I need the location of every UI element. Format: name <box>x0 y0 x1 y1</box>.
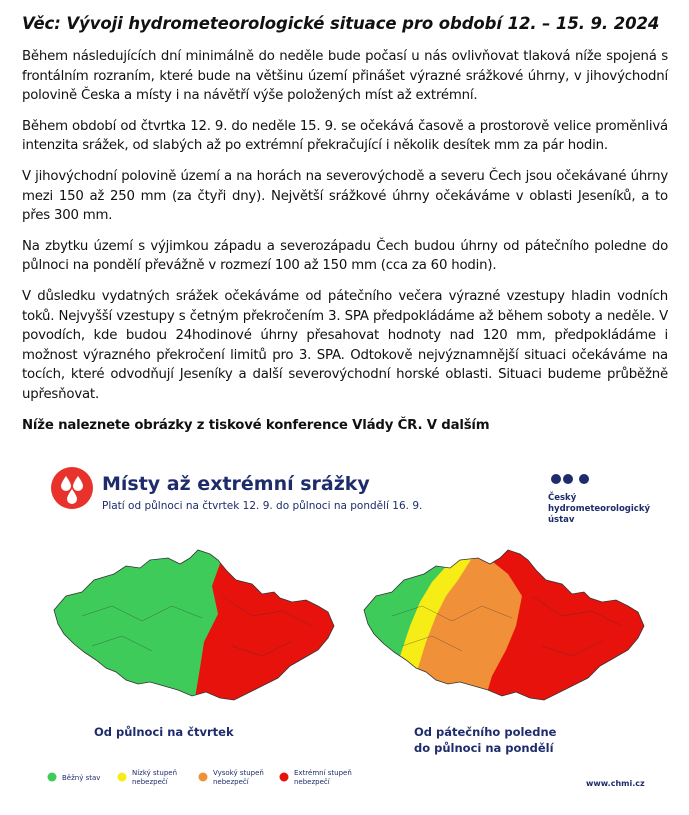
paragraph-4: Na zbytku území s výjimkou západu a severozápadu Čech budou úhrny od pátečního poledne do půlnoci na pondělí převážně v rozmezí 100 až 150 mm (cca za 60 hodin). <box>22 238 668 274</box>
legend-extreme-line-1: Extrémní stupeň <box>294 769 352 777</box>
brand-line-1: Český <box>548 493 577 503</box>
chmi-logo <box>551 474 589 484</box>
legend-dot-normal <box>48 773 57 782</box>
paragraph-1: Během následujících dní minimálně do neděle bude počasí u nás ovlivňovat tlaková níže spojená s frontálním rozraním, které bude na většinu území přinášet výrazné srážkové úhrny, v jihovýchodní polovině Česka a místy i na návětří výše položených míst až extrémní. <box>22 49 668 104</box>
legend-high-line-1: Vysoký stupeň <box>213 769 264 777</box>
legend-low-line-2: nebezpečí <box>132 778 168 786</box>
map-friday-label-line-1: Od pátečního poledne <box>414 725 557 739</box>
legend-dot-low <box>118 773 127 782</box>
paragraph-3: V jihovýchodní polovině území a na horách na severovýchodě a severu Čech jsou očekávané úhrny mezi 150 až 250 mm (za čtyři dny). Největší srážkové úhrny očekáváme v oblasti Jeseníků, a to přes 300 mm. <box>22 168 668 224</box>
rain-drops-icon <box>51 467 93 509</box>
infographic-subtitle: Platí od půlnoci na čtvrtek 12. 9. do půlnoci na pondělí 16. 9. <box>102 500 423 512</box>
legend <box>48 769 352 786</box>
legend-extreme-line-2: nebezpečí <box>294 778 330 786</box>
paragraph-2: Během období od čtvrtka 12. 9. do neděle 15. 9. se očekává časově a prostorově velice proměnlivá intenzita srážek, od slabých až po extrémní překračující i několik desítek mm za pár hodin. <box>22 118 668 154</box>
infographic <box>22 446 670 806</box>
legend-dot-high <box>199 773 208 782</box>
legend-low-line-1: Nízký stupeň <box>132 769 178 777</box>
legend-normal-line-1: Běžný stav <box>62 774 101 782</box>
brand-line-3: ústav <box>548 515 575 525</box>
document <box>22 14 668 446</box>
brand-line-2: hydrometeorologický <box>548 504 651 514</box>
chmi-url[interactable]: www.chmi.cz <box>586 779 645 788</box>
infographic-canvas <box>22 446 670 806</box>
legend-high-line-2: nebezpečí <box>213 778 249 786</box>
map-friday-monday <box>352 536 662 716</box>
document-title: Věc: Vývoji hydrometeorologické situace pro období 12. – 15. 9. 2024 <box>22 14 660 33</box>
infographic-title: Místy až extrémní srážky <box>102 473 370 495</box>
map-thursday <box>42 536 352 716</box>
map-friday-label-line-2: do půlnoci na pondělí <box>414 741 554 755</box>
legend-dot-extreme <box>280 773 289 782</box>
map-thursday-label: Od půlnoci na čtvrtek <box>94 725 234 739</box>
closing-line: Níže naleznete obrázky z tiskové konference Vlády ČR. V dalším <box>22 417 490 433</box>
paragraph-5: V důsledku vydatných srážek očekáváme od pátečního večera výrazné vzestupy hladin vodních toků. Nejvyšší vzestupy s četným překročením 3. SPA předpokládáme až během soboty a neděle. V povodích, kde budou 24hodinové úhrny přesahovat hodnoty nad 120 mm, předpokládáme i možnost výrazného překročení limitů pro 3. SPA. Odtokově nejvýznamnější situaci očekáváme na tocích, které odvodňují Jeseníky a další severovýchodní horské oblasti. Situaci budeme průběžně upřesňovat. <box>22 288 668 402</box>
